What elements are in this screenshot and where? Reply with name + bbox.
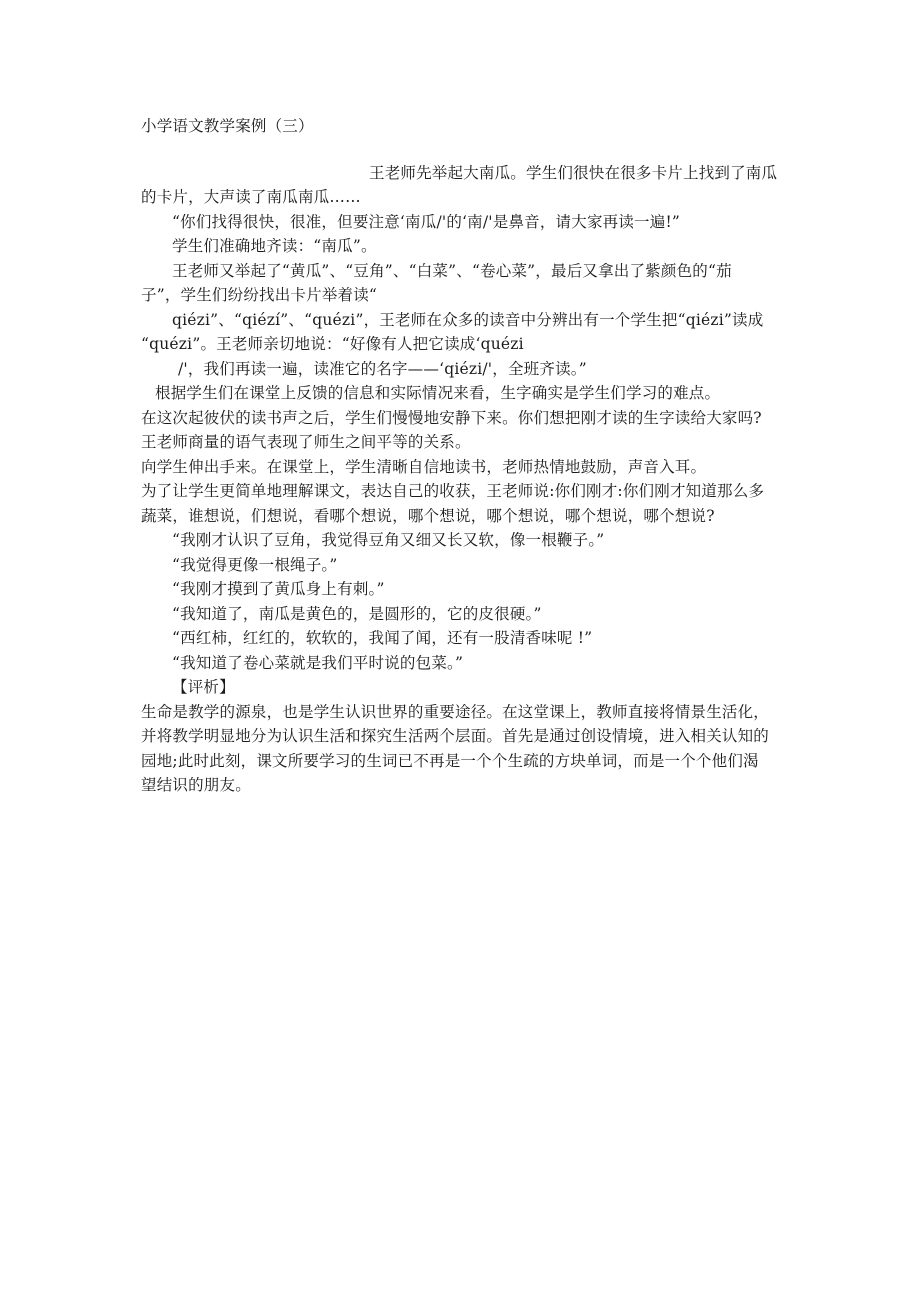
body-line: “我刚才认识了豆角，我觉得豆角又细又长又软，像一根鞭子。” (172, 531, 605, 549)
body-line: 向学生伸出手来。在课堂上，学生清晰自信地读书，老师热情地鼓励，声音入耳。 (141, 458, 707, 476)
body-line: 蔬菜，谁想说，们想说，看哪个想说，哪个想说，哪个想说，哪个想说，哪个想说? (141, 507, 715, 525)
body-line: “quézi”。王老师亲切地说：“好像有人把它读成‘quézi (141, 335, 524, 353)
body-line: 王老师又举起了“黄瓜”、“豆角”、“白菜”、“卷心菜”，最后又拿出了紫颜色的“茄 (172, 262, 732, 280)
body-line: /'，我们再读一遍，读准它的名字——‘qiézi/'，全班齐读。” (178, 360, 587, 378)
body-line: 并将教学明显地分为认识生活和探究生活两个层面。首先是通过创设情境，进入相关认知的 (141, 727, 770, 745)
body-line: 生命是教学的源泉，也是学生认识世界的重要途径。在这堂课上，教师直接将情景生活化， (141, 703, 770, 721)
body-line: 学生们准确地齐读：“南瓜”。 (172, 237, 377, 255)
body-line: 望结识的朋友。 (141, 776, 251, 794)
body-line: 子”，学生们纷纷找出卡片举着读“ (141, 286, 378, 304)
body-line: 王老师商量的语气表现了师生之间平等的关系。 (141, 433, 471, 451)
body-line: qiézi”、“qiézí”、“quézi”，王老师在众多的读音中分辨出有一个学生把“qiézi”读成 (172, 311, 764, 329)
body-line: 为了让学生更简单地理解课文，表达自己的收获，王老师说:你们刚才:你们刚才知道那么多 (141, 482, 765, 500)
body-line: “我觉得更像一根绳子。” (172, 556, 338, 574)
body-line: 园地;此时此刻，课文所要学习的生词已不再是一个个生疏的方块单词，而是一个个他们渴 (141, 752, 759, 770)
section-heading: 【评析】 (172, 678, 235, 696)
body-line: “我刚才摸到了黄瓜身上有刺。” (172, 580, 385, 598)
body-line: “我知道了，南瓜是黄色的，是圆形的，它的皮很硬。” (172, 605, 542, 623)
body-line: 的卡片，大声读了南瓜南瓜…… (141, 188, 361, 206)
body-line: 根据学生们在课堂上反馈的信息和实际情况来看，生字确实是学生们学习的难点。 (155, 384, 721, 402)
body-line: 在这次起彼伏的读书声之后，学生们慢慢地安静下来。你们想把刚才读的生字读给大家吗? (141, 409, 762, 427)
body-line: 王老师先举起大南瓜。学生们很快在很多卡片上找到了南瓜 (369, 164, 778, 182)
body-line: “西红柿，红红的，软软的，我闻了闻，还有一股清香味呢 !” (172, 629, 593, 647)
body-line: “你们找得很快，很准，但要注意‘南瓜/'的‘南/'是鼻音，请大家再读一遍!” (172, 213, 680, 231)
document-title: 小学语文教学案例（三） (141, 117, 314, 135)
body-line: “我知道了卷心菜就是我们平时说的包菜。” (172, 654, 464, 672)
